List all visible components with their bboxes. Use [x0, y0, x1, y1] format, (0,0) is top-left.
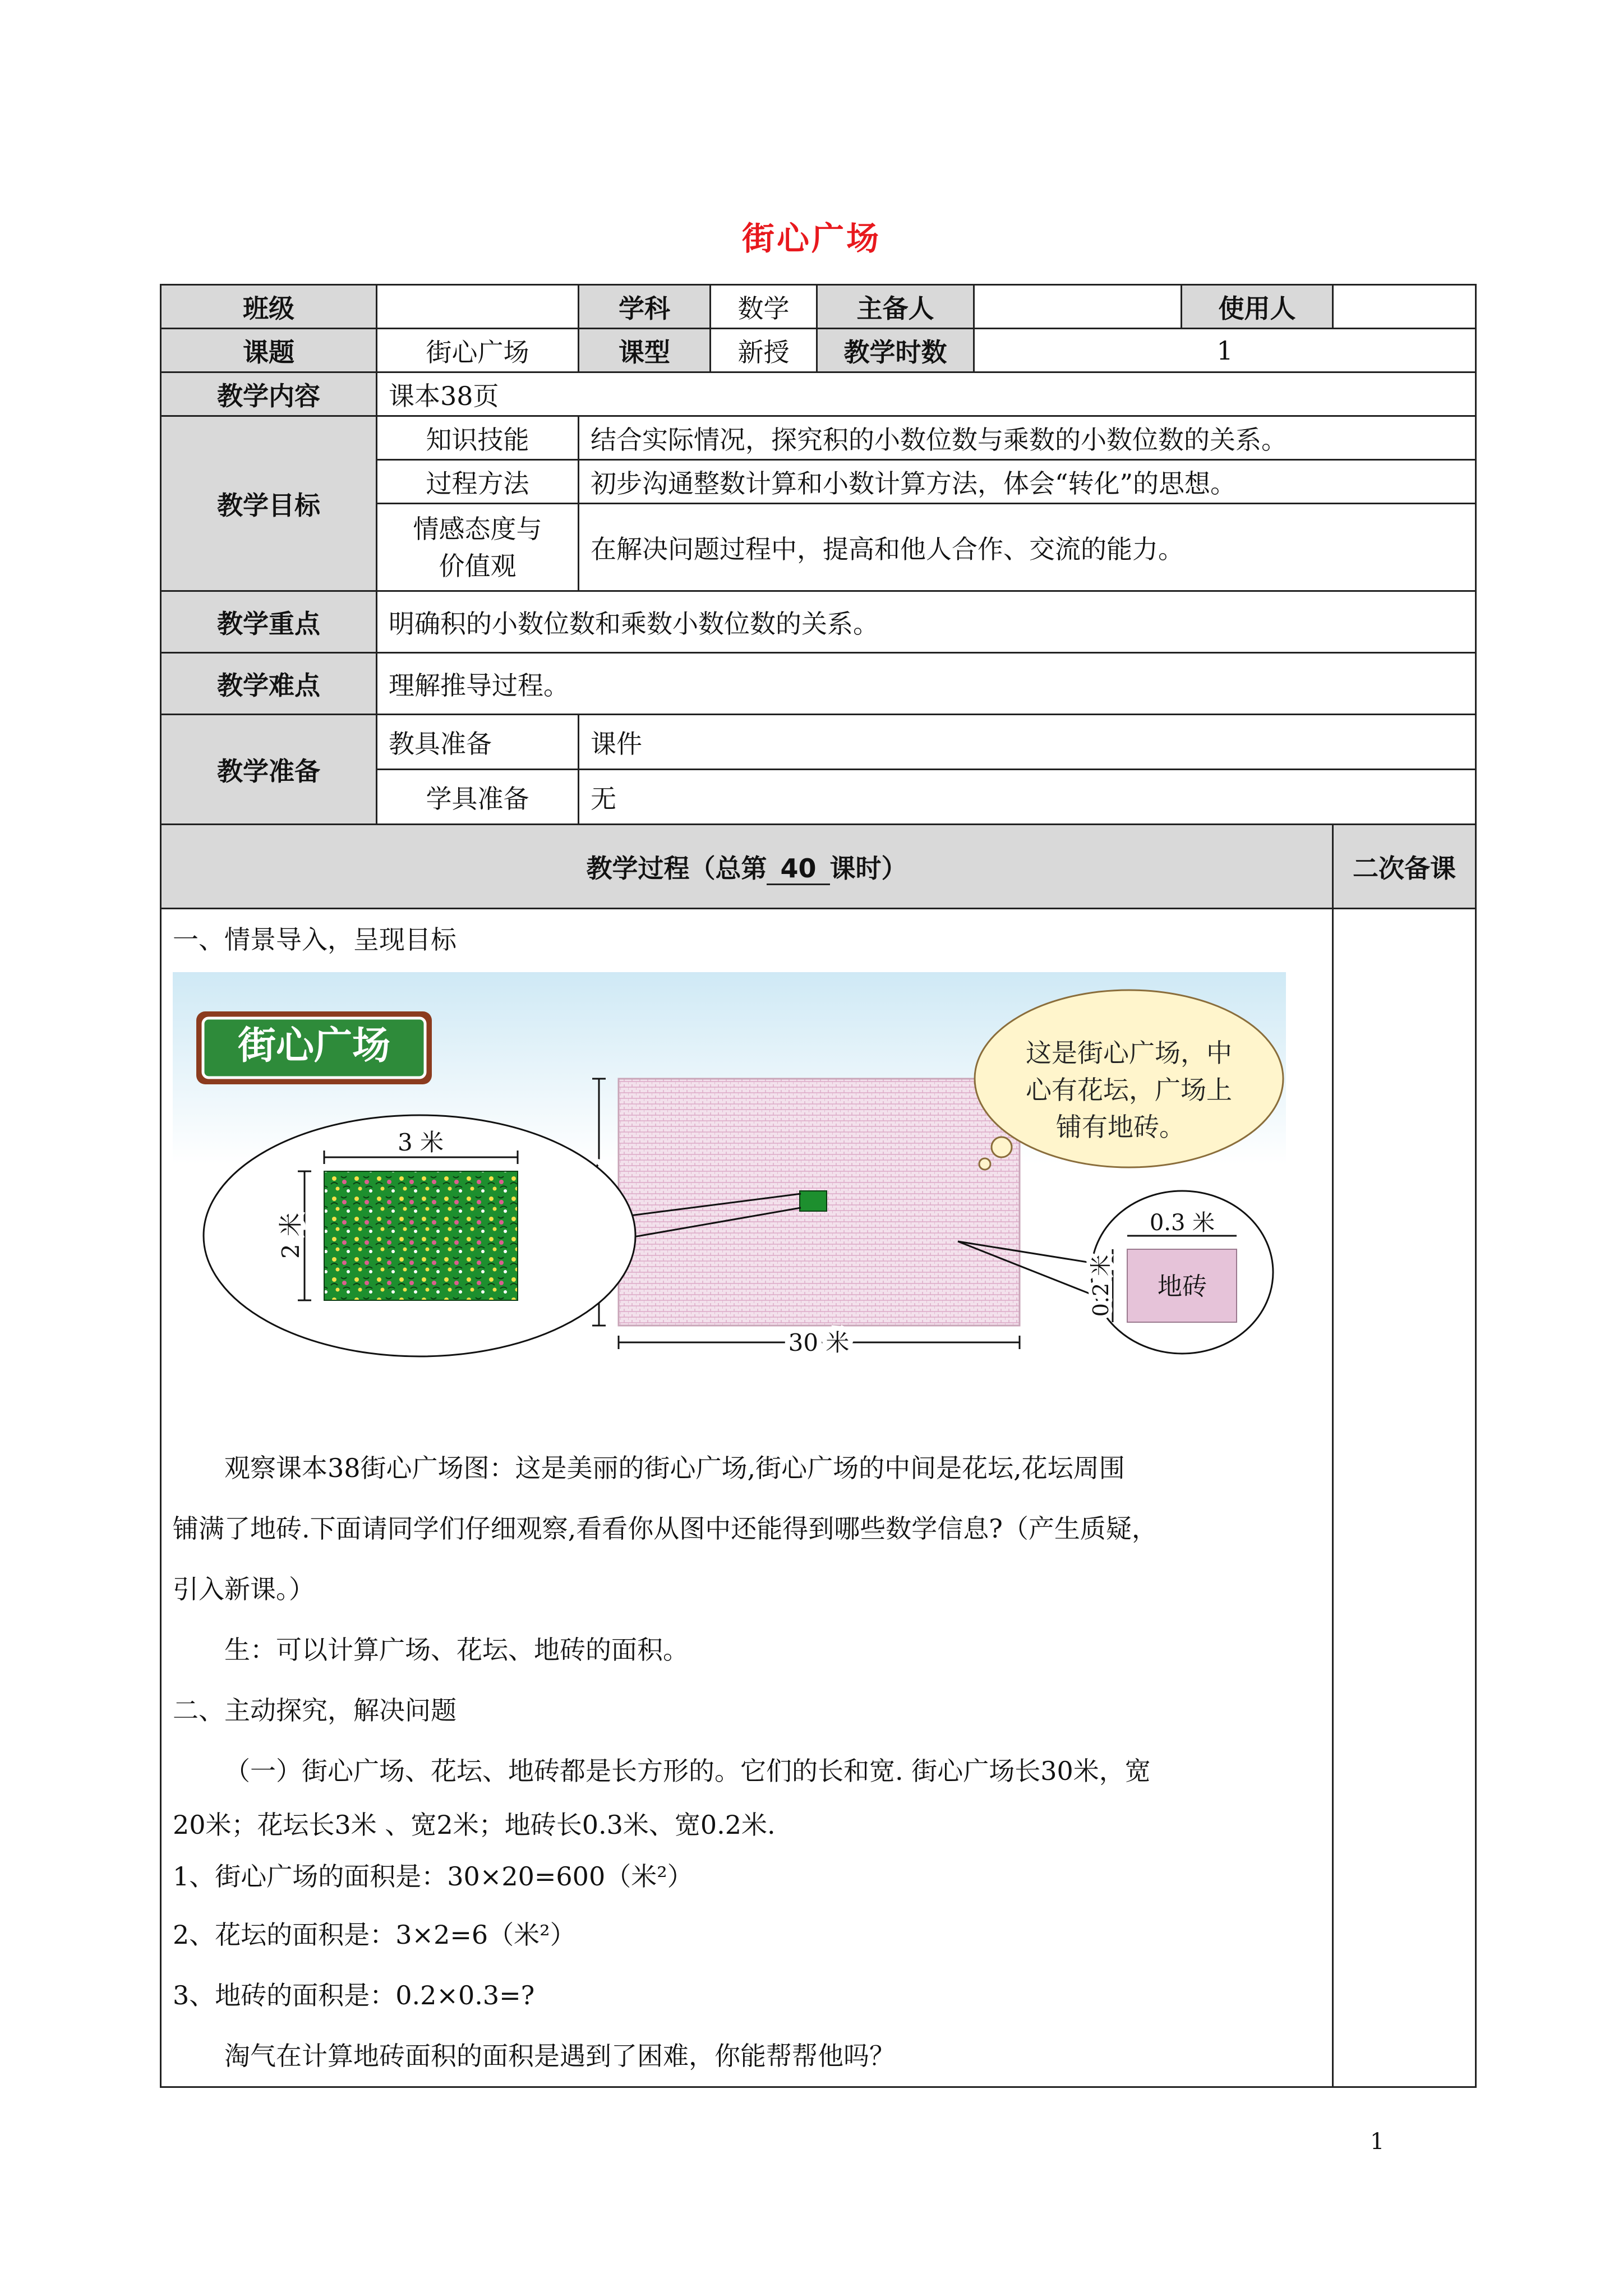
class-value [377, 285, 579, 329]
page-title: 街心广场 [741, 219, 881, 257]
process-number: 40 [767, 853, 829, 885]
process-header-post: 课时） [829, 853, 907, 884]
process-header-pre: 教学过程（总第 [586, 853, 767, 884]
user-label: 使用人 [1182, 285, 1333, 329]
bubble-line-2: 心有花坛，广场上 [1026, 1075, 1232, 1105]
table-row [161, 372, 1476, 416]
goal-attitude-text: 在解决问题过程中，提高和他人合作、交流的能力。 [579, 504, 1476, 591]
process-header [161, 825, 1333, 909]
tile-height-label: 0.2 米 [1089, 1254, 1113, 1317]
teacher-prep-label: 教具准备 [377, 715, 579, 770]
table-row [161, 416, 1476, 460]
square-width-label: 30 米 [788, 1329, 850, 1356]
table-row [161, 825, 1476, 909]
paragraph-observe-3: 引入新课。） [173, 1574, 315, 1604]
second-prep-label: 二次备课 [1333, 825, 1476, 909]
student-prep-label: 学具准备 [377, 770, 579, 825]
topic-label: 课题 [161, 329, 377, 372]
goal-process-text: 初步沟通整数计算和小数计算方法，体会“转化”的思想。 [579, 460, 1476, 504]
lesson-plan-table [160, 284, 1477, 2088]
paragraph-help: 淘气在计算地砖面积的面积是遇到了困难，你能帮帮他吗？ [224, 2041, 895, 2071]
goal-knowledge-text: 结合实际情况，探究积的小数位数与乘数的小数位数的关系。 [579, 416, 1476, 460]
goal-knowledge-label: 知识技能 [377, 416, 579, 460]
table-row [161, 653, 1476, 715]
class-label: 班级 [161, 285, 377, 329]
hours-value: 1 [974, 329, 1476, 372]
bubble-line-1: 这是街心广场，中 [1026, 1038, 1232, 1068]
subject-value: 数学 [711, 285, 817, 329]
paragraph-explore-2: 20米；花坛长3米 、宽2米；地砖长0.3米、宽0.2米. [173, 1810, 776, 1840]
paragraph-observe-1: 观察课本38街心广场图：这是美丽的街心广场,街心广场的中间是花坛,花坛周围 [224, 1453, 1125, 1483]
table-row [161, 285, 1476, 329]
goal-attitude-label-line1: 情感态度与 [413, 513, 542, 544]
lead-prep-value [974, 285, 1182, 329]
bubble-line-3: 铺有地砖。 [1056, 1112, 1185, 1142]
topic-value: 街心广场 [377, 329, 579, 372]
goals-label: 教学目标 [161, 416, 377, 591]
table-row [161, 909, 1476, 2087]
lesson-type-label: 课型 [579, 329, 711, 372]
sign-text: 街心广场 [237, 1024, 391, 1068]
flowerbed-height-label: 2 米 [277, 1212, 305, 1259]
flowerbed-width-label: 3 米 [397, 1129, 444, 1156]
content-value: 课本38页 [377, 372, 1476, 416]
key-point-text: 明确积的小数位数和乘数小数位数的关系。 [377, 591, 1476, 653]
table-row [161, 715, 1476, 770]
tile-text: 地砖 [1158, 1272, 1207, 1301]
table-row [161, 591, 1476, 653]
difficulty-label: 教学难点 [161, 653, 377, 715]
second-prep-column [1333, 909, 1476, 2087]
content-label: 教学内容 [161, 372, 377, 416]
hours-label: 教学时数 [817, 329, 974, 372]
difficulty-text: 理解推导过程。 [377, 653, 1476, 715]
user-value [1333, 285, 1476, 329]
goal-attitude-label-line2: 价值观 [439, 550, 517, 581]
sign [196, 1011, 432, 1084]
teacher-prep-value: 课件 [579, 715, 1476, 770]
lead-prep-label: 主备人 [817, 285, 974, 329]
prep-label: 教学准备 [161, 715, 377, 825]
section-1-heading: 一、情景导入，呈现目标 [173, 924, 457, 955]
flowerbed-marker [800, 1191, 827, 1211]
subject-label: 学科 [579, 285, 711, 329]
paragraph-observe-2: 铺满了地砖.下面请同学们仔细观察,看看你从图中还能得到哪些数学信息?（产生质疑， [173, 1513, 1158, 1544]
list-item-2: 2、花坛的面积是：3×2=6（米²） [173, 1920, 576, 1950]
key-point-label: 教学重点 [161, 591, 377, 653]
lesson-type-value: 新授 [711, 329, 817, 372]
tile-width-label: 0.3 米 [1149, 1210, 1215, 1236]
square-illustration [173, 972, 1286, 1398]
paragraph-student: 生：可以计算广场、花坛、地砖的面积。 [224, 1635, 689, 1665]
student-prep-value: 无 [579, 770, 1476, 825]
goal-process-label: 过程方法 [377, 460, 579, 504]
flowerbed [324, 1171, 518, 1300]
section-2-heading: 二、主动探究，解决问题 [173, 1695, 457, 1726]
list-item-1: 1、街心广场的面积是：30×20=600（米²） [173, 1861, 693, 1892]
goal-attitude-label [377, 504, 579, 591]
thought-bubble [975, 990, 1283, 1170]
table-row [161, 329, 1476, 372]
list-item-3: 3、地砖的面积是：0.2×0.3=? [173, 1980, 535, 2010]
paragraph-explore-1: （一）街心广场、花坛、地砖都是长方形的。它们的长和宽. 街心广场长30米，宽 [224, 1756, 1151, 1786]
page-number: 1 [1370, 2129, 1385, 2155]
process-body [161, 909, 1333, 2087]
